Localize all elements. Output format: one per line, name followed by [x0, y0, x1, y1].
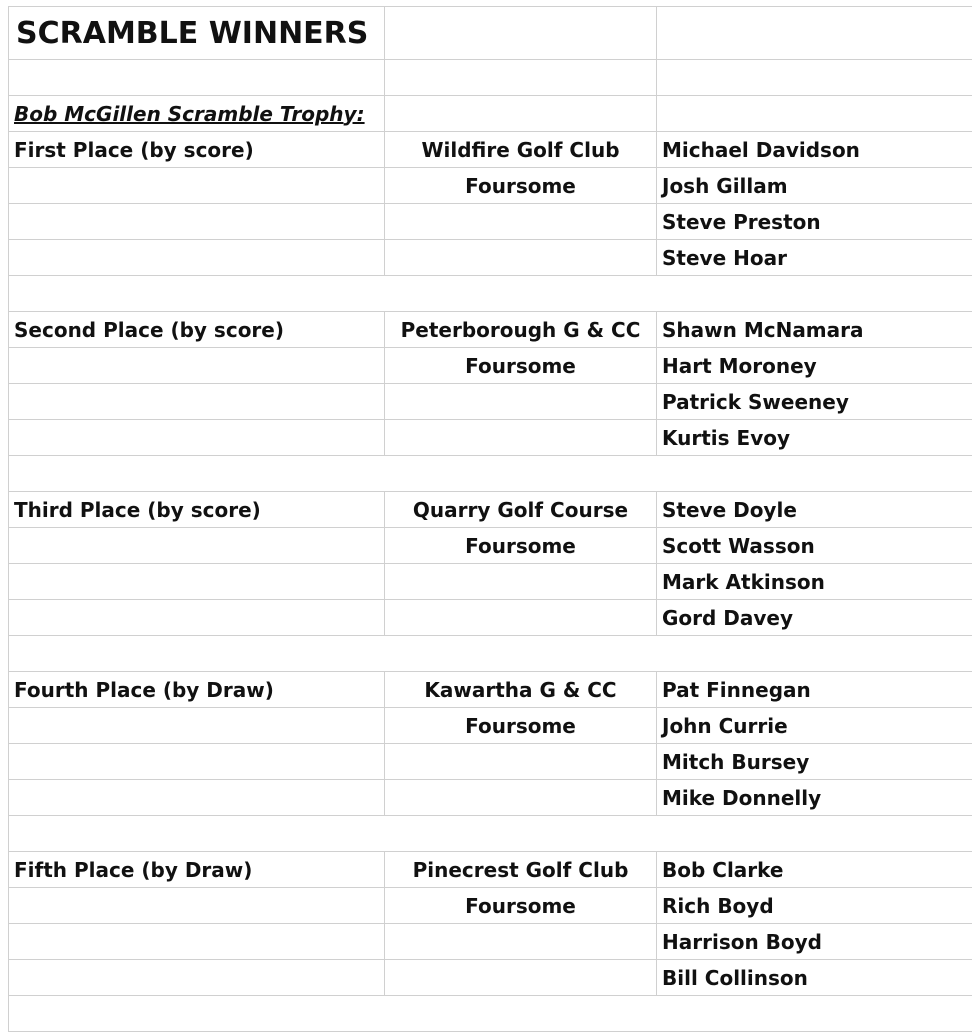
- table-row: [9, 924, 972, 960]
- empty-cell[interactable]: [657, 96, 972, 132]
- table-row: [9, 168, 972, 204]
- player-name[interactable]: John Currie: [657, 708, 972, 744]
- empty-cell[interactable]: [385, 564, 657, 600]
- table-row: [9, 564, 972, 600]
- empty-cell[interactable]: [385, 240, 657, 276]
- empty-cell[interactable]: [9, 204, 385, 240]
- team-type[interactable]: Foursome: [385, 708, 657, 744]
- team-type[interactable]: Foursome: [385, 348, 657, 384]
- table-row: [9, 132, 972, 168]
- empty-cell[interactable]: [9, 708, 385, 744]
- placement-label[interactable]: Third Place (by score): [9, 492, 385, 528]
- player-name[interactable]: Bob Clarke: [657, 852, 972, 888]
- empty-cell[interactable]: [385, 924, 657, 960]
- empty-cell[interactable]: [9, 636, 972, 672]
- empty-cell[interactable]: [9, 888, 385, 924]
- table-row: [9, 420, 972, 456]
- empty-cell[interactable]: [9, 744, 385, 780]
- placement-label[interactable]: Second Place (by score): [9, 312, 385, 348]
- club-name[interactable]: Quarry Golf Course: [385, 492, 657, 528]
- team-type[interactable]: Foursome: [385, 528, 657, 564]
- spacer-row: [9, 456, 972, 492]
- empty-cell[interactable]: [657, 7, 972, 60]
- empty-cell[interactable]: [9, 420, 385, 456]
- player-name[interactable]: Steve Doyle: [657, 492, 972, 528]
- trophy-heading[interactable]: Bob McGillen Scramble Trophy:: [9, 96, 385, 132]
- team-type[interactable]: Foursome: [385, 168, 657, 204]
- empty-cell[interactable]: [9, 924, 385, 960]
- table-row: [9, 384, 972, 420]
- player-name[interactable]: Patrick Sweeney: [657, 384, 972, 420]
- player-name[interactable]: Mitch Bursey: [657, 744, 972, 780]
- empty-cell[interactable]: [9, 384, 385, 420]
- empty-cell[interactable]: [9, 456, 972, 492]
- empty-cell[interactable]: [385, 384, 657, 420]
- empty-cell[interactable]: [385, 96, 657, 132]
- spacer-row: [9, 636, 972, 672]
- table-row: [9, 708, 972, 744]
- empty-cell[interactable]: [385, 420, 657, 456]
- title-row: [9, 7, 972, 60]
- table-row: [9, 492, 972, 528]
- table-row: [9, 528, 972, 564]
- spacer-row: [9, 996, 972, 1032]
- table-row: [9, 888, 972, 924]
- table-row: [9, 780, 972, 816]
- empty-cell[interactable]: [385, 600, 657, 636]
- empty-cell[interactable]: [9, 564, 385, 600]
- empty-cell[interactable]: [9, 816, 972, 852]
- empty-cell[interactable]: [9, 348, 385, 384]
- empty-cell[interactable]: [9, 168, 385, 204]
- player-name[interactable]: Gord Davey: [657, 600, 972, 636]
- empty-cell[interactable]: [385, 960, 657, 996]
- empty-cell[interactable]: [657, 60, 972, 96]
- player-name[interactable]: Steve Hoar: [657, 240, 972, 276]
- table-row: [9, 744, 972, 780]
- club-name[interactable]: Peterborough G & CC: [385, 312, 657, 348]
- table-row: [9, 672, 972, 708]
- empty-cell[interactable]: [9, 996, 972, 1032]
- placement-label[interactable]: Fifth Place (by Draw): [9, 852, 385, 888]
- empty-cell[interactable]: [9, 780, 385, 816]
- player-name[interactable]: Rich Boyd: [657, 888, 972, 924]
- empty-cell[interactable]: [9, 240, 385, 276]
- team-type[interactable]: Foursome: [385, 888, 657, 924]
- table-row: [9, 348, 972, 384]
- table-row: [9, 852, 972, 888]
- player-name[interactable]: Steve Preston: [657, 204, 972, 240]
- placement-label[interactable]: Fourth Place (by Draw): [9, 672, 385, 708]
- club-name[interactable]: Wildfire Golf Club: [385, 132, 657, 168]
- player-name[interactable]: Pat Finnegan: [657, 672, 972, 708]
- empty-cell[interactable]: [385, 60, 657, 96]
- empty-cell[interactable]: [385, 7, 657, 60]
- player-name[interactable]: Hart Moroney: [657, 348, 972, 384]
- club-name[interactable]: Kawartha G & CC: [385, 672, 657, 708]
- table-row: [9, 312, 972, 348]
- empty-cell[interactable]: [385, 744, 657, 780]
- player-name[interactable]: Michael Davidson: [657, 132, 972, 168]
- player-name[interactable]: Mark Atkinson: [657, 564, 972, 600]
- sheet-title[interactable]: SCRAMBLE WINNERS: [9, 7, 385, 60]
- player-name[interactable]: Kurtis Evoy: [657, 420, 972, 456]
- club-name[interactable]: Pinecrest Golf Club: [385, 852, 657, 888]
- spacer-row: [9, 816, 972, 852]
- empty-cell[interactable]: [9, 600, 385, 636]
- empty-cell[interactable]: [9, 276, 972, 312]
- empty-cell[interactable]: [9, 960, 385, 996]
- player-name[interactable]: Bill Collinson: [657, 960, 972, 996]
- spacer-row: [9, 60, 972, 96]
- empty-cell[interactable]: [9, 60, 385, 96]
- player-name[interactable]: Scott Wasson: [657, 528, 972, 564]
- trophy-row: [9, 96, 972, 132]
- player-name[interactable]: Shawn McNamara: [657, 312, 972, 348]
- player-name[interactable]: Harrison Boyd: [657, 924, 972, 960]
- table-row: [9, 960, 972, 996]
- placement-label[interactable]: First Place (by score): [9, 132, 385, 168]
- spacer-row: [9, 276, 972, 312]
- table-row: [9, 600, 972, 636]
- scramble-winners-sheet: [8, 6, 972, 1032]
- table-row: [9, 240, 972, 276]
- empty-cell[interactable]: [9, 528, 385, 564]
- player-name[interactable]: Mike Donnelly: [657, 780, 972, 816]
- empty-cell[interactable]: [385, 780, 657, 816]
- empty-cell[interactable]: [385, 204, 657, 240]
- player-name[interactable]: Josh Gillam: [657, 168, 972, 204]
- table-row: [9, 204, 972, 240]
